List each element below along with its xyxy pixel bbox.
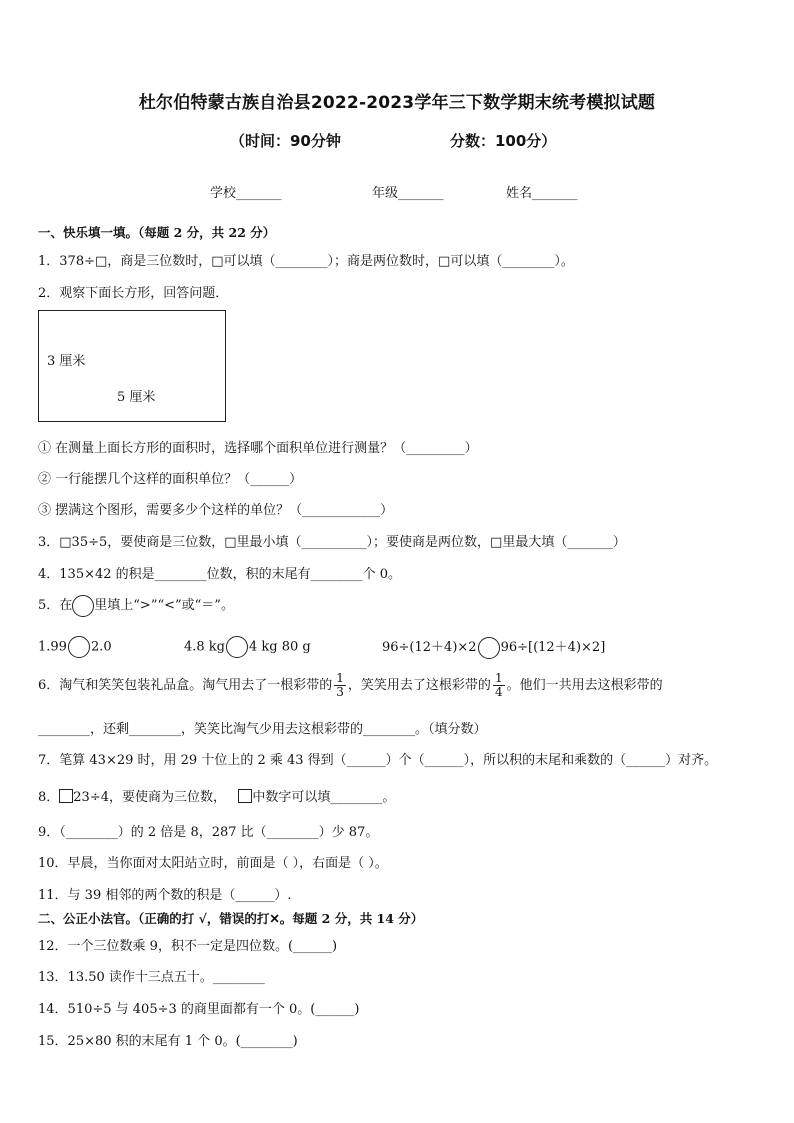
question-2-sub-1: ① 在测量上面长方形的面积时，选择哪个面积单位进行测量？（_________） (38, 441, 478, 456)
question-13: 13．13.50 读作十三点五十。________ (38, 970, 265, 985)
rect-height-label: 3 厘米 (47, 354, 86, 369)
question-5-suffix: 里填上“>”“<”或“＝”。 (94, 598, 234, 613)
question-14: 14．510÷5 与 405÷3 的商里面都有一个 0。(______) (38, 1002, 360, 1017)
compare-c-left: 96÷(12＋4)×2 (382, 640, 477, 655)
compare-b-left: 4.8 kg (184, 639, 226, 655)
question-5 (38, 594, 234, 617)
exam-score: 分数：100分） (450, 132, 557, 150)
question-8 (38, 786, 395, 805)
answer-circle-b[interactable] (226, 636, 248, 658)
blank-square-icon-2 (238, 789, 252, 803)
question-9: 9．（________）的 2 倍是 8，287 比（________）少 87。 (38, 825, 379, 840)
fraction-1-numerator: 1 (336, 671, 344, 685)
rectangle-figure (38, 310, 226, 422)
page-title: 杜尔伯特蒙古族自治县2022-2023学年三下数学期末统考模拟试题 (138, 93, 656, 113)
question-12: 12．一个三位数乘 9，积不一定是四位数。(______) (38, 939, 338, 954)
question-4: 4．135×42 的积是________位数，积的末尾有________个 0。 (38, 567, 402, 582)
question-2-sub-3: ③ 摆满这个图形，需要多少个这样的单位？（____________） (38, 503, 394, 518)
compare-circle-icon (72, 595, 94, 617)
question-7: 7．笔算 43×29 时，用 29 十位上的 2 乘 43 得到（______）个（______），所以积的末尾和乘数的（______）对齐。 (38, 753, 718, 768)
question-1: 1．378÷□，商是三位数时，□可以填（________）；商是两位数时，□可以填（________）。 (38, 254, 574, 269)
question-15: 15．25×80 积的末尾有 1 个 0。(________) (38, 1034, 298, 1049)
question-8-suffix: 中数字可以填________。 (252, 790, 396, 805)
compare-item-c (382, 636, 605, 659)
fraction-1-denominator: 3 (336, 685, 344, 699)
compare-c-right: 96÷[(12＋4)×2] (500, 640, 606, 655)
question-6-line-2: ________，还剩________，笑笑比淘气少用去这根彩带的________。（填分数） (38, 722, 487, 737)
question-2-sub-2: ② 一行能摆几个这样的面积单位？（______） (38, 472, 303, 487)
fraction-2-numerator: 1 (494, 671, 503, 685)
blank-square-icon (59, 789, 73, 803)
question-11: 11．与 39 相邻的两个数的积是（______）. (38, 888, 292, 903)
compare-item-a (38, 636, 112, 658)
compare-a-left: 1.99 (38, 639, 67, 655)
compare-a-right: 2.0 (90, 639, 112, 655)
fraction-one-quarter (493, 672, 505, 699)
compare-item-b (184, 636, 311, 658)
question-8-middle: 23÷4，要使商为三位数， (73, 790, 226, 805)
question-6 (38, 672, 663, 699)
answer-circle-a[interactable] (68, 636, 90, 658)
rect-width-label: 5 厘米 (117, 390, 156, 405)
section-heading-1: 一、快乐填一填。（每题 2 分，共 22 分） (38, 225, 276, 240)
section-heading-2: 二、公正小法官。（正确的打 √，错误的打✕。每题 2 分，共 14 分） (38, 911, 424, 926)
fraction-2-denominator: 4 (494, 685, 503, 699)
question-8-prefix: 8． (38, 790, 60, 805)
name-field[interactable]: 姓名_______ (506, 186, 578, 201)
compare-b-right: 4 kg 80 g (249, 639, 311, 655)
exam-time: （时间：90分钟 (230, 132, 341, 150)
question-6-text-2: ，笑笑用去了这根彩带的 (347, 678, 491, 693)
question-5-prefix: 5．在 (38, 598, 73, 613)
grade-field[interactable]: 年级_______ (372, 186, 444, 201)
school-field[interactable]: 学校_______ (210, 186, 282, 201)
question-3: 3．□35÷5，要使商是三位数，□里最小填（__________）；要使商是两位数，□里最大填（_______） (38, 535, 626, 550)
fraction-one-third (334, 672, 346, 699)
question-10: 10．早晨，当你面对太阳站立时，前面是（ ），右面是（ ）。 (38, 856, 388, 871)
question-2: 2．观察下面长方形，回答问题． (38, 286, 229, 301)
question-6-text-1: 6．淘气和笑笑包装礼品盒。淘气用去了一根彩带的 (38, 678, 333, 693)
question-6-text-3: 。他们一共用去这根彩带的 (506, 678, 663, 693)
answer-circle-c[interactable] (478, 637, 500, 659)
